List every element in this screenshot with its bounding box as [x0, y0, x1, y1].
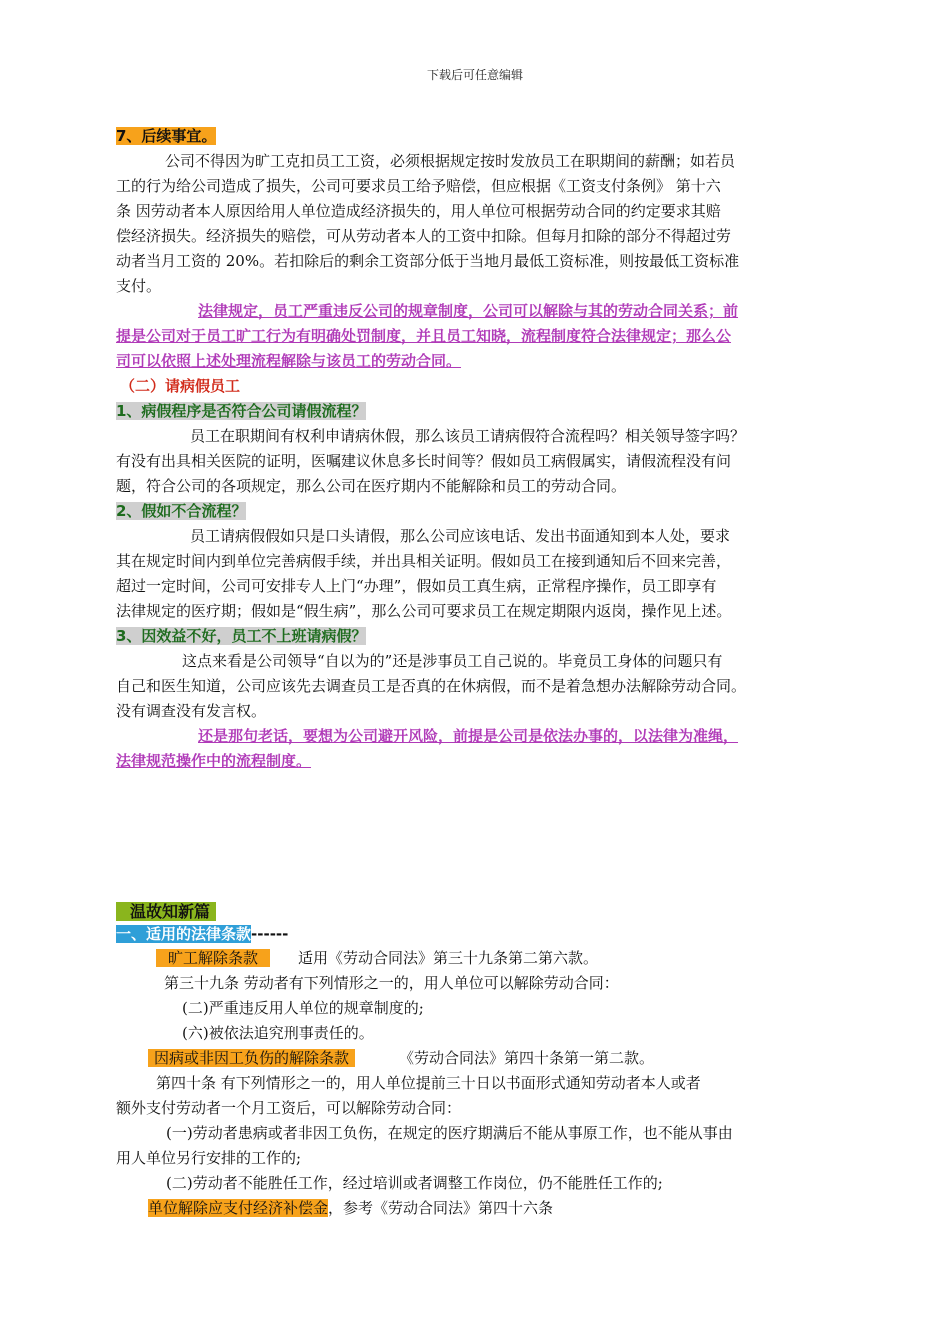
- page-header: 下载后可任意编辑: [426, 68, 523, 82]
- sick-q2-line-1: 员工请病假假如只是口头请假，那么公司应该电话、发出书面通知到本人处，要求: [190, 527, 731, 545]
- sick-q3-heading: 3、因效益不好，员工不上班请病假？: [116, 627, 367, 645]
- tag-compensation-row: 单位解除应支付经济补偿金，参考《劳动合同法》第四十六条: [148, 1199, 554, 1217]
- section-7-line-1: 公司不得因为旷工克扣员工工资，必须根据规定按时发放员工在职期间的薪酬；如若员: [165, 152, 736, 170]
- tag-absence-clause: 旷工解除条款: [156, 949, 270, 967]
- tag-absence-row: 旷工解除条款 适用《劳动合同法》第三十九条第二第六款。: [156, 946, 856, 971]
- section-7-note-3: 司可以依照上述处理流程解除与该员工的劳动合同。: [116, 352, 462, 370]
- section-7-note-2: 提是公司对于员工旷工行为有明确处罚制度，并且员工知晓，流程制度符合法律规定；那么公: [116, 327, 732, 345]
- sick-q2-heading: 2、假如不合流程？: [116, 502, 247, 520]
- section-7-line-2: 工的行为给公司造成了损失，公司可要求员工给予赔偿，但应根据《工资支付条例》 第十六: [116, 177, 721, 195]
- sick-q1-line-1: 员工在职期间有权利申请病休假，那么该员工请病假符合流程吗？相关领导签字吗？: [190, 427, 746, 445]
- section-7-title: 7、后续事宜。: [116, 127, 217, 145]
- article-39: 第三十九条 劳动者有下列情形之一的，用人单位可以解除劳动合同：: [164, 974, 619, 992]
- sick-q3-line-3: 没有调查没有发言权。: [116, 702, 267, 720]
- article-39-item-2: (二)严重违反用人单位的规章制度的;: [182, 999, 424, 1017]
- sick-q2-line-4: 法律规定的医疗期；假如是“假生病”，那么公司可要求员工在规定期限内返岗，操作见上述。: [116, 602, 732, 620]
- sick-leave-heading: （二）请病假员工: [120, 377, 241, 395]
- section-7-note-1: 法律规定，员工严重违反公司的规章制度，公司可以解除与其的劳动合同关系；前: [198, 302, 739, 320]
- tag-illness-row: 因病或非因工负伤的解除条款 《劳动合同法》第四十条第一第二款。: [148, 1046, 848, 1071]
- sick-q3-line-2: 自己和医生知道，公司应该先去调查员工是否真的在休病假，而不是着急想办法解除劳动合同。: [116, 677, 747, 695]
- sick-q1-heading: 1、病假程序是否符合公司请假流程？: [116, 402, 367, 420]
- sick-q3-line-1: 这点来看是公司领导“自以为的”还是涉事员工自己说的。毕竟员工身体的问题只有: [182, 652, 723, 670]
- article-40-item-1a: (一)劳动者患病或者非因工负伤，在规定的医疗期满后不能从事原工作，也不能从事由: [166, 1124, 733, 1142]
- sick-q1-line-2: 有没有出具相关医院的证明，医嘱建议休息多长时间等？假如员工病假属实，请假流程没有问: [116, 452, 732, 470]
- article-40-item-1b: 用人单位另行安排的工作的;: [116, 1149, 302, 1167]
- section-7-line-5: 动者当月工资的 20%。若扣除后的剩余工资部分低于当地月最低工资标准，则按最低工资标准: [116, 252, 740, 270]
- sick-q1-line-3: 题，符合公司的各项规定，那么公司在医疗期内不能解除和员工的劳动合同。: [116, 477, 627, 495]
- section-7-line-3: 条 因劳动者本人原因给用人单位造成经济损失的，用人单位可根据劳动合同的约定要求其赔: [116, 202, 721, 220]
- sick-q2-line-3: 超过一定时间，公司可安排专人上门“办理”，假如员工真生病，正常程序操作，员工即享有: [116, 577, 717, 595]
- review-title: 温故知新篇: [116, 899, 816, 924]
- section-7-line-6: 支付。: [116, 277, 162, 295]
- article-39-item-6: (六)被依法追究刑事责任的。: [182, 1024, 374, 1042]
- tag-illness-clause: 因病或非因工负伤的解除条款: [148, 1049, 355, 1067]
- section-7-line-4: 偿经济损失。经济损失的赔偿，可从劳动者本人的工资中扣除。但每月扣除的部分不得超过劳: [116, 227, 732, 245]
- sick-q2-line-2: 其在规定时间内到单位完善病假手续，并出具相关证明。假如员工在接到通知后不回来完善，: [116, 552, 732, 570]
- article-40-cont: 额外支付劳动者一个月工资后，可以解除劳动合同：: [116, 1099, 462, 1117]
- review-subtitle: 一、适用的法律条款------: [116, 925, 289, 943]
- tag-compensation: 单位解除应支付经济补偿金: [148, 1199, 329, 1217]
- sick-note-1: 还是那句老话，要想为公司避开风险，前提是公司是依法办事的，以法律为准绳，: [198, 727, 739, 745]
- sick-note-2: 法律规范操作中的流程制度。: [116, 752, 312, 770]
- article-40: 第四十条 有下列情形之一的，用人单位提前三十日以书面形式通知劳动者本人或者: [156, 1074, 701, 1092]
- article-40-item-2: (二)劳动者不能胜任工作，经过培训或者调整工作岗位，仍不能胜任工作的;: [166, 1174, 663, 1192]
